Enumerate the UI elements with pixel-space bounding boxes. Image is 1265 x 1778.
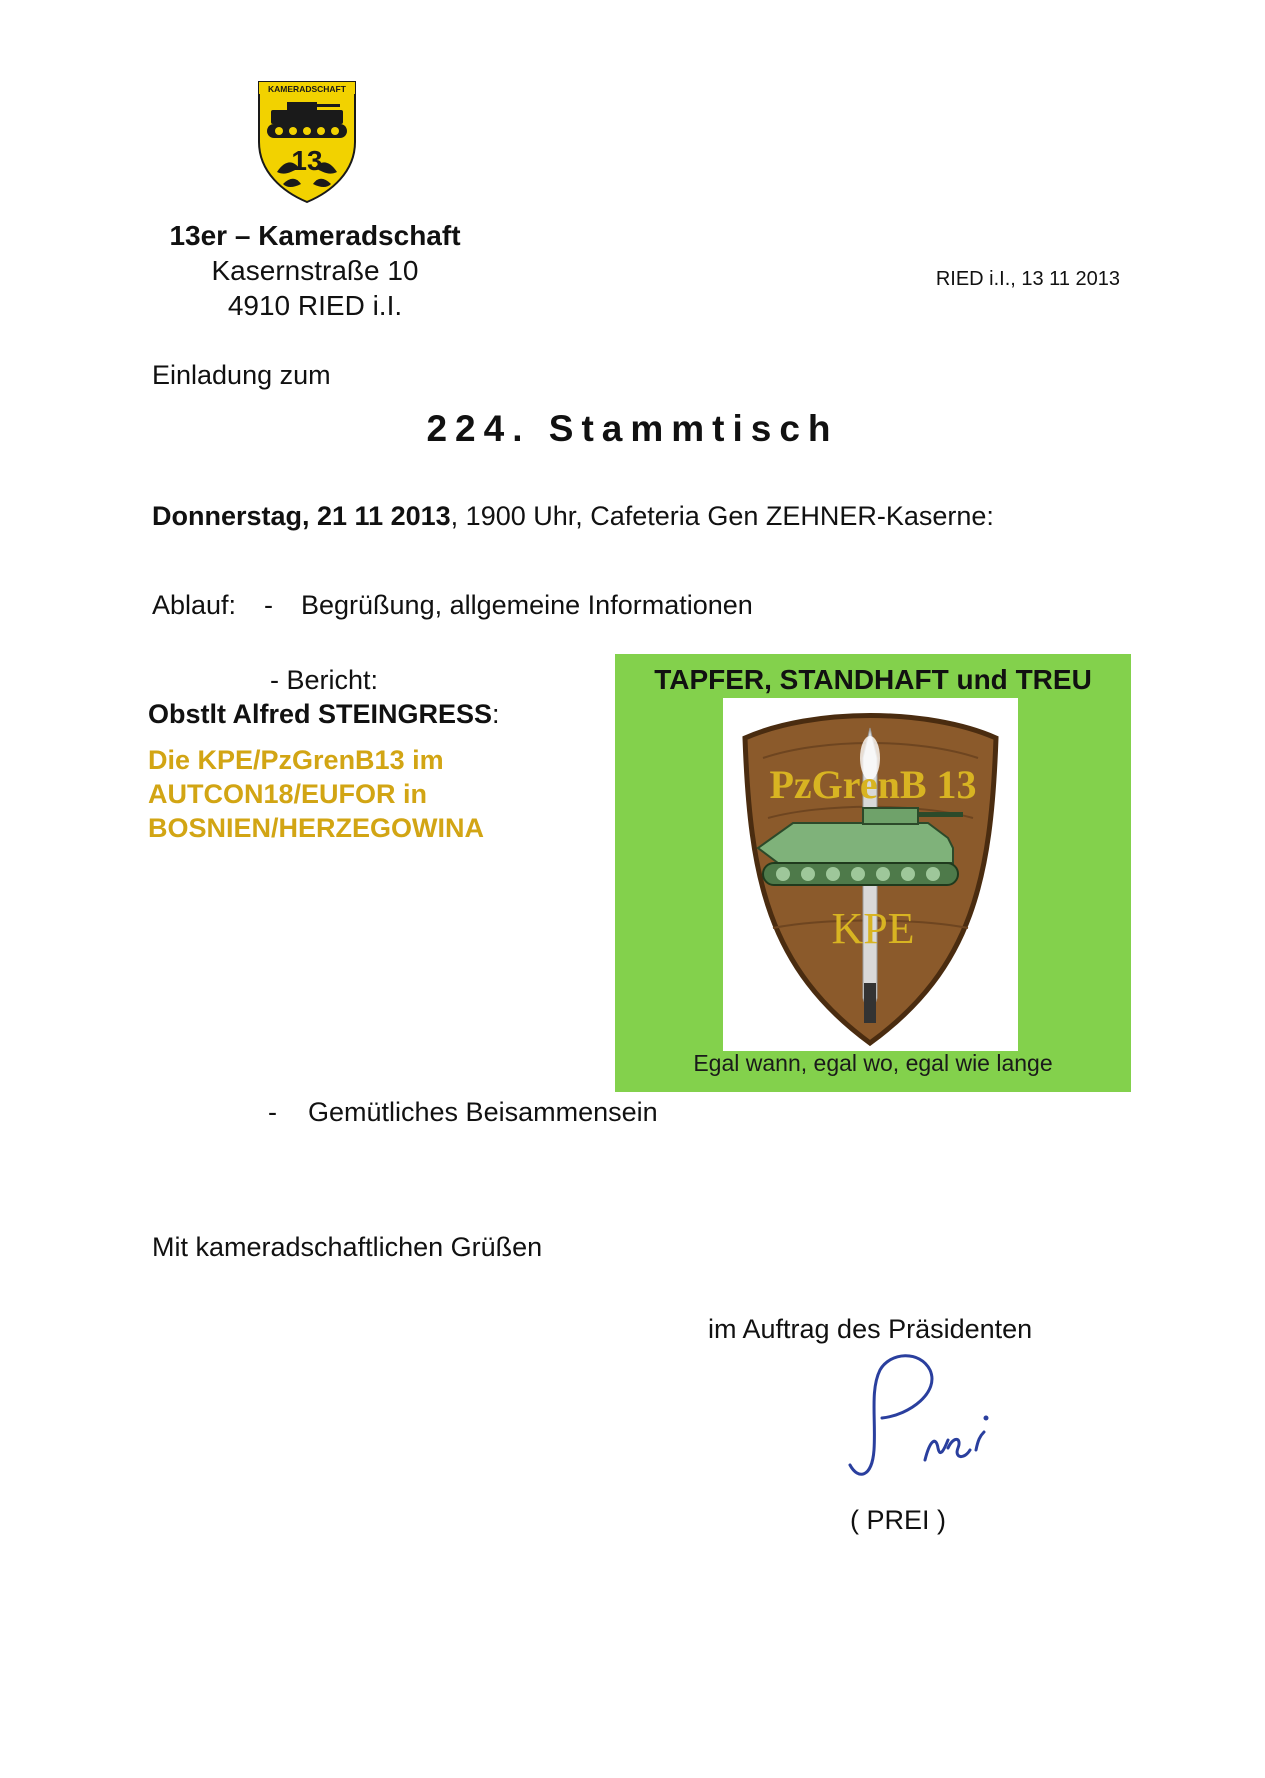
signature-icon — [830, 1340, 1010, 1500]
intro-text: Einladung zum — [152, 360, 331, 390]
emblem-motto: TAPFER, STANDHAFT und TREU — [654, 664, 1092, 695]
sender-city: 4910 RIED i.I. — [227, 290, 403, 321]
sender-name: 13er – Kameradschaft — [169, 220, 461, 251]
agenda-item-1-text: Begrüßung, allgemeine Informationen — [301, 590, 753, 620]
agenda-item-3 — [268, 1097, 658, 1128]
on-behalf-line: im Auftrag des Präsidenten — [708, 1314, 1033, 1344]
speaker-line — [148, 699, 500, 730]
emblem-box — [615, 654, 1131, 1092]
kameradschaft-logo — [257, 80, 357, 204]
speaker-name: Obstlt Alfred STEINGRESS — [148, 699, 493, 729]
closing-greeting: Mit kameradschaftlichen Grüßen — [152, 1232, 543, 1262]
shield-bottom-text: KPE — [831, 904, 915, 953]
place-date: RIED i.I., 13 11 2013 — [935, 268, 1120, 290]
agenda-item-1 — [152, 590, 753, 621]
report-topic: Die KPE/PzGrenB13 im AUTCON18/EUFOR in BOSNIEN/HERZEGOWINA — [148, 745, 485, 843]
document-title: 224. Stammtisch — [426, 408, 839, 449]
logo-number: 13 — [291, 145, 323, 176]
event-details: , 1900 Uhr, Cafeteria Gen ZEHNER-Kaserne: — [450, 501, 994, 531]
sender-address — [150, 218, 480, 323]
shield-top-text: PzGrenB 13 — [769, 762, 977, 807]
event-date: Donnerstag, 21 11 2013 — [152, 501, 451, 531]
agenda-item-3-text: Gemütliches Beisammensein — [308, 1097, 658, 1127]
shield-logo-icon — [257, 80, 357, 204]
speaker-suffix: : — [492, 699, 500, 729]
kpe-shield-icon — [723, 698, 1018, 1051]
logo-top-text: KAMERADSCHAFT — [268, 84, 346, 94]
agenda-dash-3: - — [268, 1097, 277, 1127]
agenda-item-2: - Bericht: — [270, 665, 379, 695]
handwritten-signature — [830, 1340, 1010, 1500]
agenda-dash-1: - — [264, 590, 273, 620]
event-line — [152, 501, 994, 532]
emblem-caption: Egal wann, egal wo, egal wie lange — [693, 1050, 1053, 1076]
sender-street: Kasernstraße 10 — [211, 255, 419, 286]
emblem-image — [723, 698, 1018, 1051]
signer-name: ( PREI ) — [850, 1505, 947, 1535]
agenda-label: Ablauf: — [152, 590, 237, 620]
